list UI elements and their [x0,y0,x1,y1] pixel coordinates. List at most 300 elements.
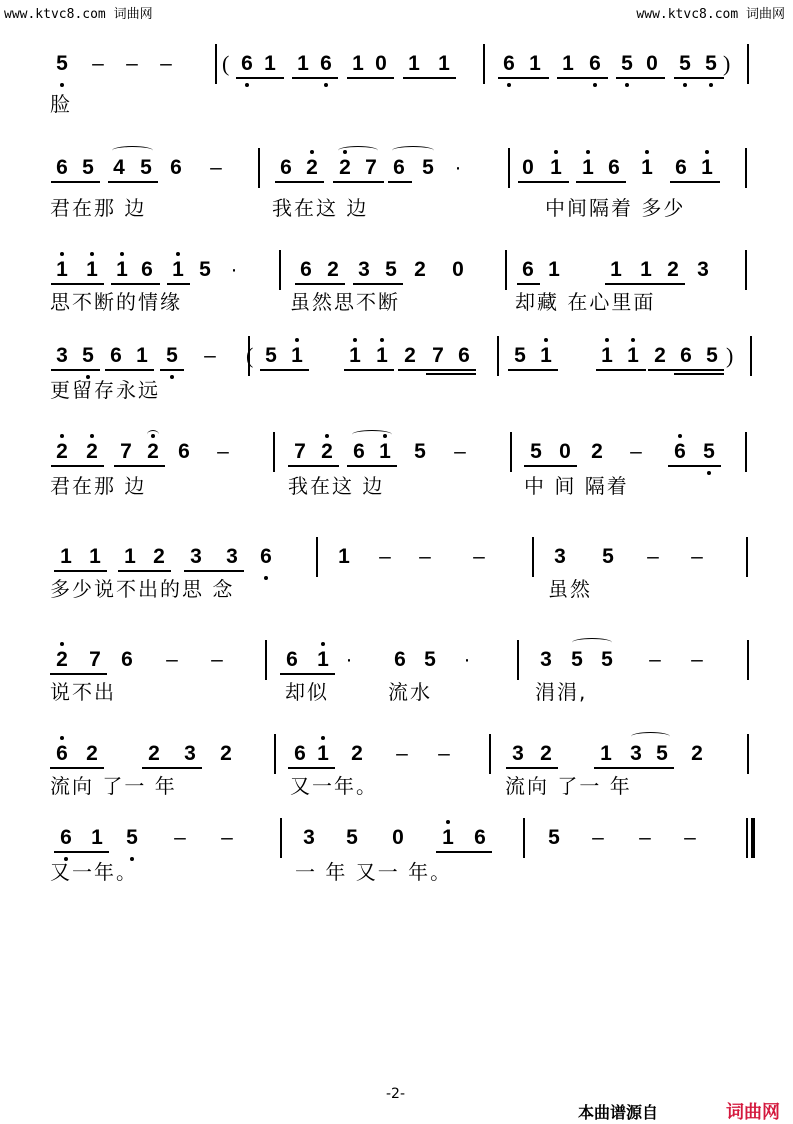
lyric: 虽然 [548,577,592,601]
note: 1 [600,742,612,765]
underline [616,77,665,79]
slur [392,146,434,155]
underline [576,181,626,183]
octave-dot-high [60,252,64,256]
slur [352,430,392,439]
note: 1 [376,344,388,367]
dash-symbol: – [210,156,222,179]
octave-dot-high [295,338,299,342]
note: 1 [91,826,103,849]
dot-symbol: · [454,156,462,179]
underline [118,570,171,572]
dash-symbol: – [379,545,391,568]
underline [50,673,107,675]
barline [750,336,752,376]
note: 2 [86,440,98,463]
underline [596,369,646,371]
note: 2 [86,742,98,765]
note: 3 [190,545,202,568]
note: 6 [300,258,312,281]
octave-dot-high [90,434,94,438]
note: 2 [540,742,552,765]
header-left-text: www.ktvc8.com 词曲网 [4,7,153,22]
underline [260,369,309,371]
underline [668,465,721,467]
note: 5 [140,156,152,179]
note: 2 [691,742,703,765]
underline [295,283,345,285]
dot-symbol: · [463,648,471,671]
underline [436,851,492,853]
underline [275,181,324,183]
underline [51,181,100,183]
note: 6 [141,258,153,281]
page-number: -2- [386,1086,406,1102]
dash-symbol: – [454,440,466,463]
barline [258,148,260,188]
note: 2 [667,258,679,281]
note: 6 [608,156,620,179]
dash-symbol: – [691,545,703,568]
note: 1 [172,258,184,281]
underline [388,181,412,183]
note: 2 [147,440,159,463]
underline [114,465,165,467]
underline [670,181,720,183]
source-label: 本曲谱源自 [578,1103,659,1122]
dash-symbol: – [639,826,651,849]
dash-symbol: – [691,648,703,671]
note: 2 [339,156,351,179]
underline [51,465,104,467]
note: 0 [392,826,404,849]
note: 7 [294,440,306,463]
note: 5 [422,156,434,179]
note: 2 [404,344,416,367]
note: 0 [522,156,534,179]
underline [292,77,338,79]
barline [497,336,499,376]
underline [398,369,476,371]
note: 6 [56,742,68,765]
note: 1 [550,156,562,179]
barline [215,44,217,84]
octave-dot-low [707,471,711,475]
paren: ) [726,343,734,368]
note: 5 [705,52,717,75]
dash-symbol: – [473,545,485,568]
note: 2 [321,440,333,463]
lyric: 却似 [285,680,329,704]
dash-symbol: – [649,648,661,671]
underline [108,181,158,183]
paren: ( [222,51,230,76]
barline [505,250,507,290]
note: 6 [60,826,72,849]
note: 3 [56,344,68,367]
dash-symbol: – [92,52,104,75]
underline [557,77,608,79]
barline [747,640,749,680]
octave-dot-low [264,576,268,580]
note: 6 [393,156,405,179]
underline [498,77,549,79]
note: 2 [306,156,318,179]
dot-symbol: · [345,648,353,671]
note: 1 [540,344,552,367]
note: 2 [654,344,666,367]
note: 1 [136,344,148,367]
lyric: 又一年。 [290,774,378,798]
barline [523,818,525,858]
note: 5 [656,742,668,765]
underline [344,369,394,371]
slur [338,146,378,155]
note: 7 [89,648,101,671]
lyric: 思不断的情缘 [50,290,182,314]
note: 3 [697,258,709,281]
underline [506,767,558,769]
lyric: 我在这 边 [272,196,369,220]
dash-symbol: – [592,826,604,849]
note: 6 [474,826,486,849]
note: 5 [703,440,715,463]
octave-dot-high [446,820,450,824]
note: 3 [512,742,524,765]
underline [648,369,724,371]
note: 1 [641,156,653,179]
note: 1 [352,52,364,75]
barline [265,640,267,680]
note: 6 [320,52,332,75]
octave-dot-high [631,338,635,342]
note: 2 [153,545,165,568]
octave-dot-low [60,83,64,87]
paren: ( [246,343,254,368]
note: 6 [353,440,365,463]
note: 1 [627,344,639,367]
note: 5 [126,826,138,849]
underline [594,767,674,769]
underline [508,369,558,371]
underline [288,767,335,769]
octave-dot-high [60,736,64,740]
note: 6 [675,156,687,179]
underline [353,283,403,285]
note: 1 [56,258,68,281]
slur [147,430,159,439]
note: 6 [522,258,534,281]
note: 1 [124,545,136,568]
note: 6 [294,742,306,765]
octave-dot-low [245,83,249,87]
note: 2 [414,258,426,281]
header-right-text: www.ktvc8.com 词曲网 [636,7,785,22]
note: 6 [178,440,190,463]
note: 3 [540,648,552,671]
lyric: 涓涓, [535,680,588,704]
underline [142,767,202,769]
underline [605,283,685,285]
slur [631,732,670,741]
note: 1 [317,742,329,765]
octave-dot-low [324,83,328,87]
note: 2 [56,440,68,463]
octave-dot-high [90,252,94,256]
octave-dot-high [321,642,325,646]
note: 3 [226,545,238,568]
octave-dot-high [605,338,609,342]
octave-dot-high [544,338,548,342]
lyric: 流向 了一 年 [505,774,632,798]
note: 3 [303,826,315,849]
note: 5 [424,648,436,671]
note: 6 [110,344,122,367]
dot-symbol: · [230,258,238,281]
note: 7 [120,440,132,463]
octave-dot-high [325,434,329,438]
dash-symbol: – [684,826,696,849]
dash-symbol: – [419,545,431,568]
lyric: 又一年。 [50,860,138,884]
barline [746,537,748,577]
note: 2 [351,742,363,765]
lyric: 多少说不出的思 念 [50,577,235,601]
note: 5 [82,344,94,367]
barline [747,44,749,84]
underline [347,465,397,467]
note: 1 [60,545,72,568]
note: 7 [365,156,377,179]
paren: ) [723,51,731,76]
dash-symbol: – [166,648,178,671]
note: 6 [170,156,182,179]
note: 0 [375,52,387,75]
note: 5 [706,344,718,367]
note: 1 [601,344,613,367]
note: 1 [349,344,361,367]
dash-symbol: – [217,440,229,463]
note: 1 [582,156,594,179]
note: 5 [548,826,560,849]
barline [747,734,749,774]
note: 1 [116,258,128,281]
note: 5 [265,344,277,367]
note: 1 [86,258,98,281]
note: 5 [414,440,426,463]
lyric: 君在那 边 [50,474,147,498]
underline-double [674,373,724,375]
final-barline [751,818,755,858]
underline [54,851,109,853]
octave-dot-low [709,83,713,87]
underline [167,283,190,285]
underline [160,369,184,371]
note: 5 [571,648,583,671]
barline [280,818,282,858]
barline [532,537,534,577]
underline [50,767,104,769]
note: 1 [438,52,450,75]
dash-symbol: – [204,344,216,367]
note: 1 [442,826,454,849]
barline [279,250,281,290]
barline [508,148,510,188]
underline [403,77,456,79]
note: 5 [385,258,397,281]
barline [274,734,276,774]
note: 3 [630,742,642,765]
octave-dot-high [60,434,64,438]
octave-dot-high [321,736,325,740]
note: 5 [199,258,211,281]
note: 1 [264,52,276,75]
barline [746,818,748,858]
note: 1 [548,258,560,281]
note: 5 [530,440,542,463]
note: 5 [514,344,526,367]
lyric: 说不出 [50,680,116,704]
underline [518,181,569,183]
octave-dot-high [353,338,357,342]
dash-symbol: – [438,742,450,765]
note: 5 [601,648,613,671]
lyric: 中间隔着 多少 [545,196,686,220]
dash-symbol: – [221,826,233,849]
underline [524,465,577,467]
barline [745,148,747,188]
note: 3 [554,545,566,568]
barline [483,44,485,84]
octave-dot-low [683,83,687,87]
underline [674,77,724,79]
octave-dot-high [176,252,180,256]
note: 4 [113,156,125,179]
note: 6 [458,344,470,367]
note: 6 [394,648,406,671]
barline [316,537,318,577]
lyric: 中 间 隔着 [524,474,629,498]
underline [280,673,335,675]
barline [517,640,519,680]
note: 6 [241,52,253,75]
octave-dot-high [554,150,558,154]
note: 5 [82,156,94,179]
note: 6 [674,440,686,463]
octave-dot-low [625,83,629,87]
lyric: 流向 了一 年 [50,774,177,798]
underline [105,369,154,371]
dash-symbol: – [160,52,172,75]
underline [236,77,284,79]
lyric: 我在这 边 [288,474,385,498]
lyric: 虽然思不断 [290,290,400,314]
note: 1 [562,52,574,75]
note: 1 [701,156,713,179]
note: 6 [680,344,692,367]
note: 5 [346,826,358,849]
note: 6 [286,648,298,671]
slur [112,146,153,155]
note: 1 [291,344,303,367]
dash-symbol: – [630,440,642,463]
note: 1 [297,52,309,75]
octave-dot-high [120,252,124,256]
note: 2 [591,440,603,463]
note: 1 [610,258,622,281]
octave-dot-high [310,150,314,154]
barline [489,734,491,774]
note: 1 [640,258,652,281]
lyric: 脸 [50,92,72,116]
note: 2 [220,742,232,765]
octave-dot-high [705,150,709,154]
underline [54,570,107,572]
note: 3 [184,742,196,765]
site-logo: 词曲网 [726,1102,780,1123]
dash-symbol: – [126,52,138,75]
note: 6 [503,52,515,75]
barline [745,432,747,472]
barline [745,250,747,290]
note: 1 [338,545,350,568]
underline [288,465,339,467]
note: 7 [432,344,444,367]
note: 5 [621,52,633,75]
note: 5 [679,52,691,75]
lyric: 却藏 在心里面 [515,290,656,314]
octave-dot-high [586,150,590,154]
note: 1 [379,440,391,463]
note: 1 [89,545,101,568]
note: 1 [529,52,541,75]
note: 6 [280,156,292,179]
barline [273,432,275,472]
note: 0 [452,258,464,281]
underline [347,77,394,79]
note: 6 [589,52,601,75]
lyric: 更留存永远 [50,378,160,402]
underline [184,570,244,572]
underline [51,369,100,371]
note: 2 [327,258,339,281]
octave-dot-low [593,83,597,87]
note: 0 [559,440,571,463]
dash-symbol: – [647,545,659,568]
note: 1 [317,648,329,671]
note: 6 [56,156,68,179]
note: 5 [602,545,614,568]
octave-dot-low [507,83,511,87]
octave-dot-high [678,434,682,438]
note: 5 [56,52,68,75]
dash-symbol: – [211,648,223,671]
octave-dot-low [170,375,174,379]
dash-symbol: – [396,742,408,765]
note: 1 [408,52,420,75]
underline-double [426,373,476,375]
lyric: 流水 [388,680,432,704]
underline [111,283,160,285]
lyric: 一 年 又一 年。 [295,860,453,884]
note: 2 [56,648,68,671]
note: 6 [260,545,272,568]
underline [51,283,104,285]
octave-dot-high [60,642,64,646]
note: 5 [166,344,178,367]
slur [572,638,612,647]
barline [510,432,512,472]
